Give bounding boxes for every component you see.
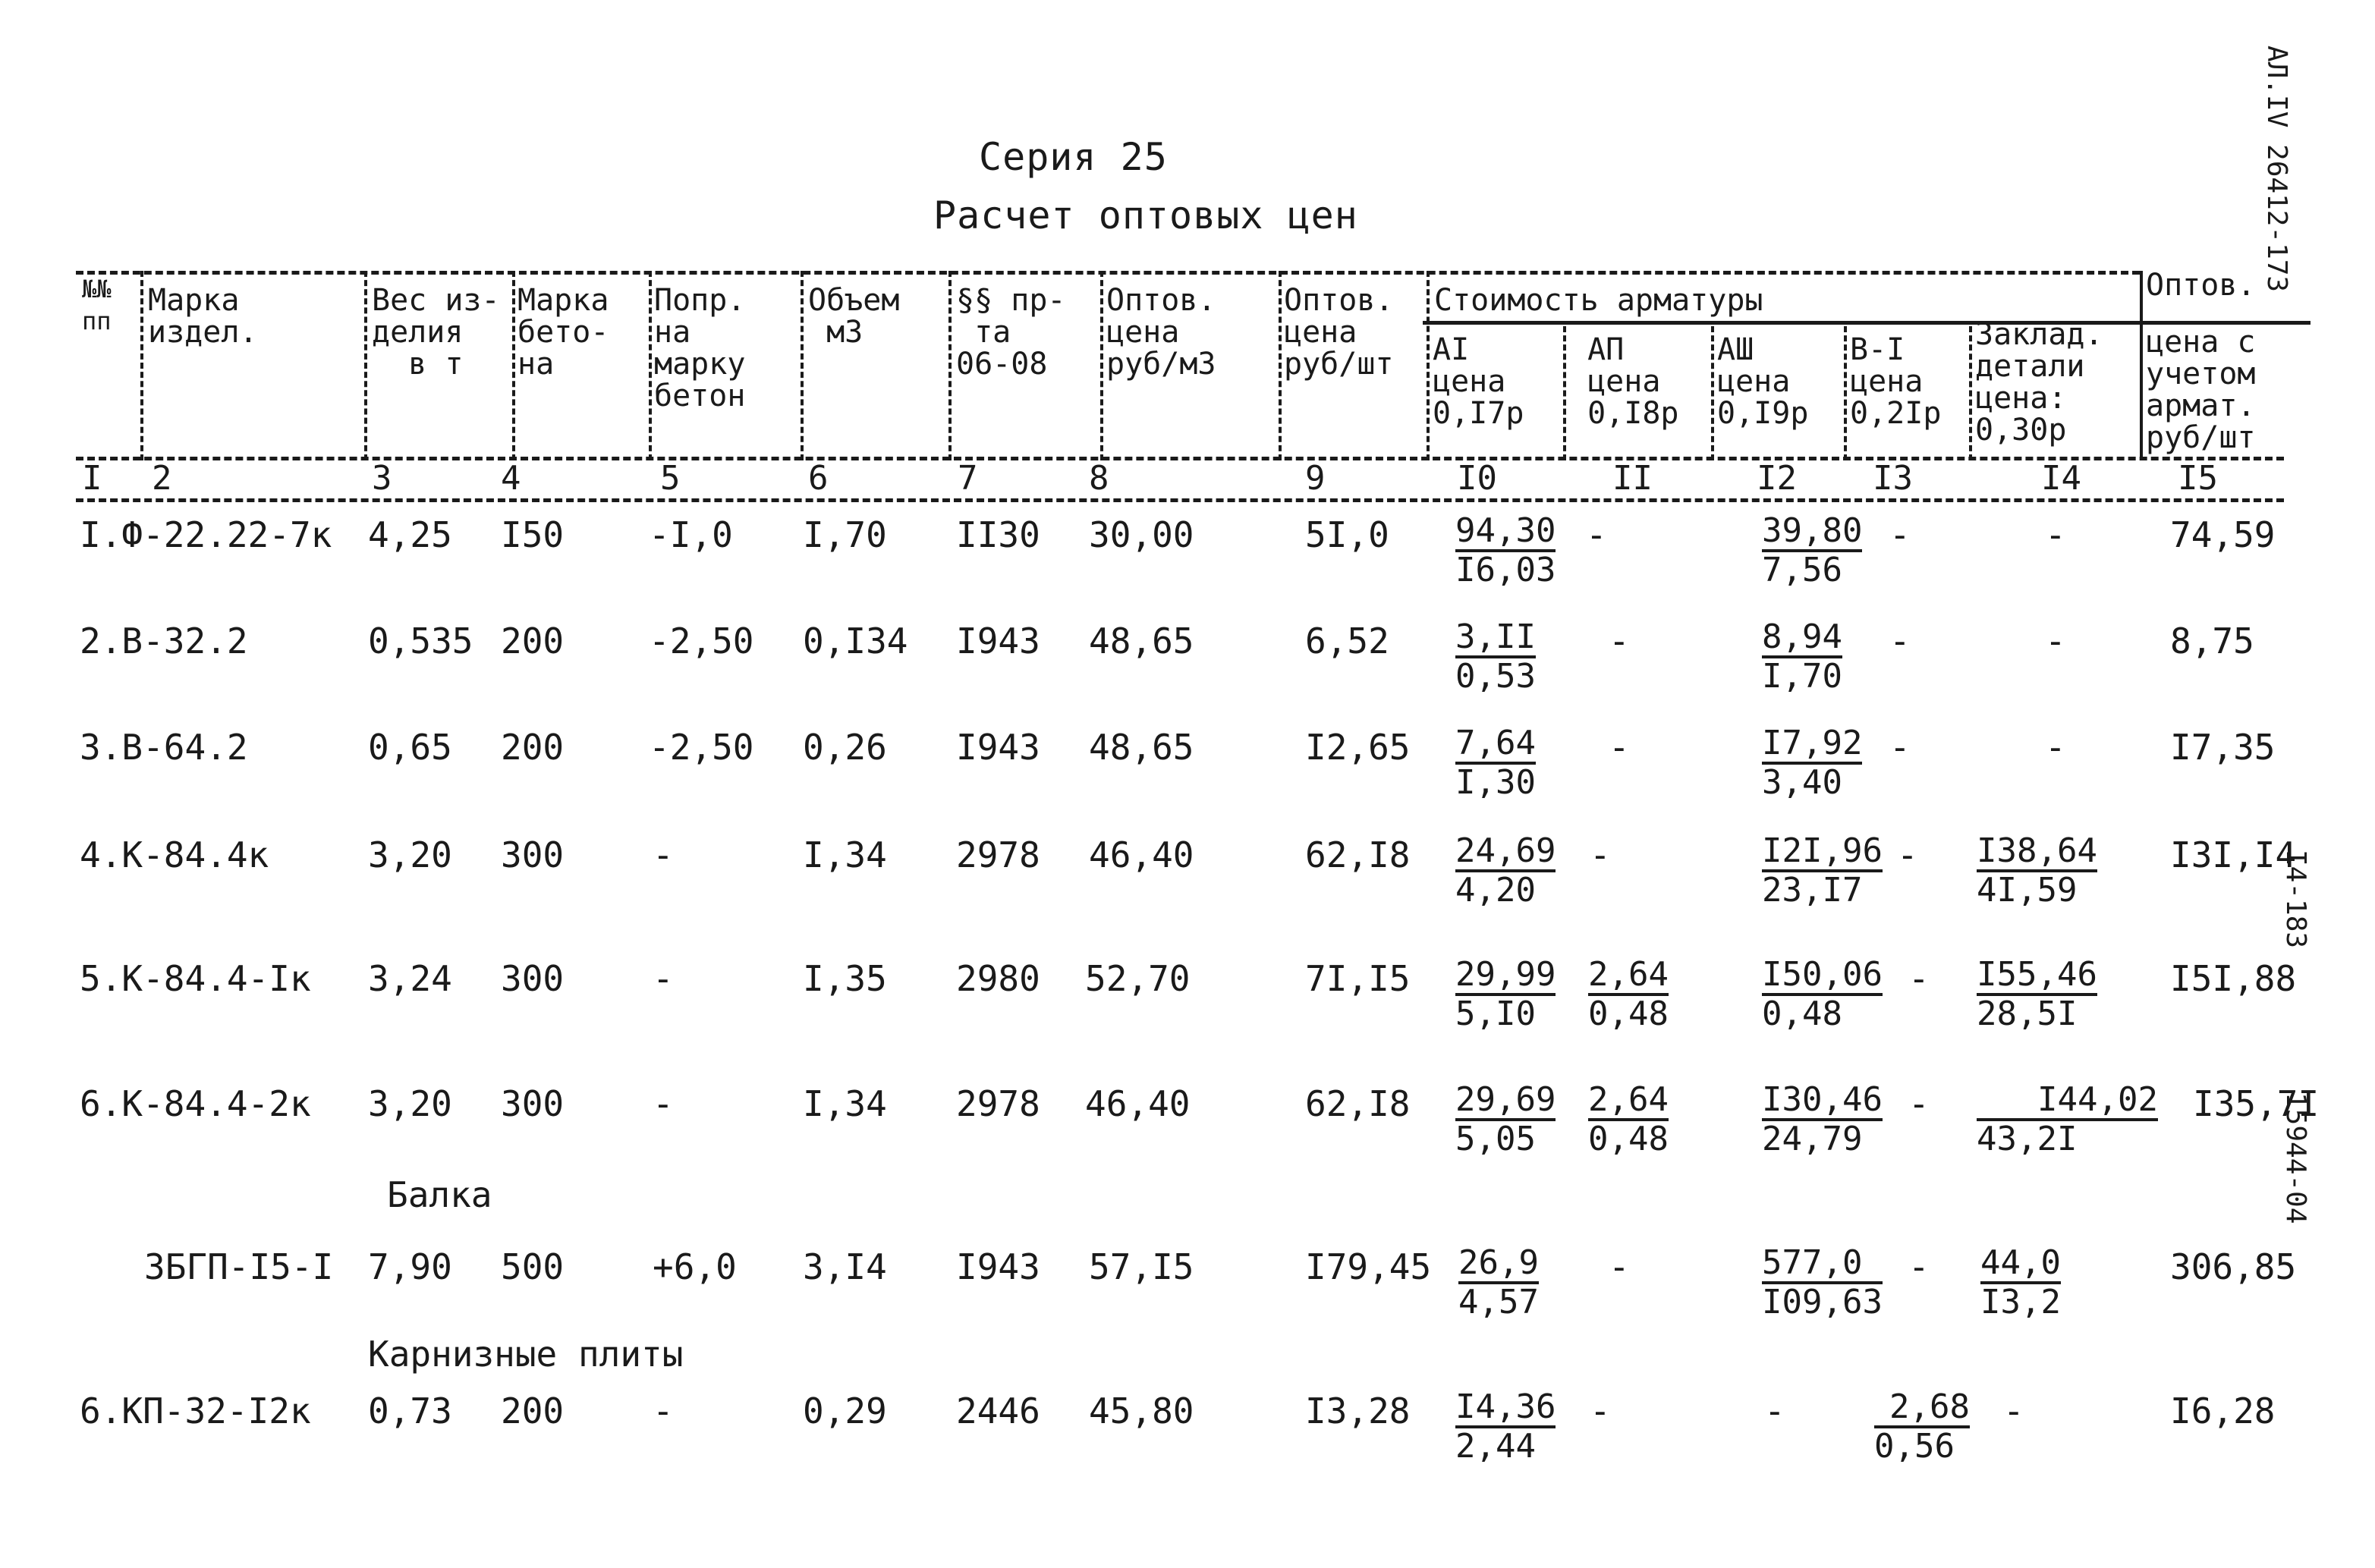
table-cell-b1: - [1889,621,1911,661]
table-cell-a3: $\frac{I50,06}{0,48}$ [1762,955,1883,1033]
table-cell-a2: - [1590,1390,1611,1431]
colnum-14: I4 [2041,459,2081,498]
col-divider-12 [1844,326,1847,460]
header-correction: Попр. на марку бетон [654,283,746,413]
table-cell-b1: - [1908,1083,1930,1124]
colnum-5: 5 [660,459,681,498]
table-cell-correction: - [653,958,674,999]
table-cell-mark: 2.В-32.2 [80,621,248,661]
table-top-rule [76,271,2140,275]
table-cell-wholesale-pc: 7I,I5 [1305,958,1411,999]
series-title: Серия 25 [979,135,1168,179]
table-cell-price-list: I943 [956,727,1040,768]
table-cell-concrete: 300 [501,1083,565,1124]
page-title: Расчет оптовых цен [933,193,1358,237]
table-cell-a3: $\frac{577,0}{I09,63}$ [1762,1243,1883,1321]
table-cell-volume: 0,I34 [803,621,908,661]
header-wholesale-m3: Оптов. цена руб/м3 [1106,283,1216,382]
colnum-1: I [82,459,102,498]
table-cell-total: I35,7I [2193,1083,2320,1124]
header-rebar-group: Стоимость арматуры [1434,283,1763,318]
table-cell-a3: $\frac{8,94}{I,70}$ [1762,617,1842,696]
table-cell-total: I3I,I4 [2170,834,2297,875]
table-cell-weight: 3,20 [368,834,452,875]
col-divider-6 [948,271,952,460]
table-cell-weight: 4,25 [368,514,452,555]
table-cell-volume: I,35 [803,958,887,999]
colnum-15: I5 [2178,459,2218,498]
table-cell-correction: - [653,834,674,875]
header-no: №№ пп [82,275,112,335]
header-concrete: Марка бето- на [517,283,609,382]
table-cell-a1: $\frac{94,30}{I6,03}$ [1455,511,1556,589]
table-cell-price-list: I943 [956,1246,1040,1287]
table-cell-correction: -I,0 [649,514,733,555]
table-cell-b1: - [1908,1246,1930,1287]
table-cell-total: 306,85 [2170,1246,2297,1287]
colnum-11: II [1612,459,1653,498]
table-cell-b1: - [1897,834,1918,875]
colnum-4: 4 [501,459,521,498]
section-title-cornice: Карнизные плиты [368,1334,684,1375]
table-cell-concrete: 200 [501,621,565,661]
col-divider-9 [1427,271,1430,460]
table-cell-concrete: 200 [501,727,565,768]
table-cell-a1: $\frac{I4,36}{2,44}$ [1455,1387,1556,1466]
column-number-rule [76,498,2284,502]
header-a3: АШ цена 0,I9р [1717,332,1809,431]
table-cell-a3: $\frac{39,80}{7,56}$ [1762,511,1863,589]
colnum-12: I2 [1757,459,1797,498]
table-cell-total: I7,35 [2170,727,2276,768]
table-cell-wholesale-m3: 45,80 [1089,1390,1194,1431]
table-cell-volume: 0,29 [803,1390,887,1431]
col-divider-5 [801,271,804,460]
table-cell-a2: - [1609,621,1630,661]
header-embedded: Заклад. детали цена: 0,30р [1975,317,2103,448]
table-cell-volume: I,34 [803,834,887,875]
table-cell-correction: - [653,1390,674,1431]
table-cell-a1: $\frac{3,II}{0,53}$ [1455,617,1536,696]
colnum-13: I3 [1873,459,1913,498]
table-cell-weight: 0,73 [368,1390,452,1431]
table-cell-concrete: I50 [501,514,565,555]
table-cell-weight: 0,535 [368,621,473,661]
table-cell-wholesale-pc: I3,28 [1305,1390,1411,1431]
table-cell-b1: - [1889,727,1911,768]
header-wholesale-pc: Оптов. цена руб/шт [1284,283,1394,382]
table-cell-embedded: $\frac{I44,02}{43,2I}$ [1977,1080,2158,1158]
side-code-top: АЛ.IV 26412-173 [2261,46,2292,293]
table-cell-correction: - [653,1083,674,1124]
table-cell-wholesale-m3: 30,00 [1089,514,1194,555]
table-cell-a1: $\frac{7,64}{I,30}$ [1455,724,1536,802]
col-divider-1 [140,271,143,460]
table-cell-weight: 7,90 [368,1246,452,1287]
colnum-3: 3 [372,459,392,498]
table-cell-weight: 3,20 [368,1083,452,1124]
table-cell-a2: $\frac{2,64}{0,48}$ [1588,955,1669,1033]
table-cell-total: 74,59 [2170,514,2276,555]
table-cell-volume: 0,26 [803,727,887,768]
table-cell-a3: $\frac{I2I,96}{23,I7}$ [1762,831,1883,910]
table-cell-a2: - [1586,514,1607,555]
table-cell-wholesale-m3: 57,I5 [1089,1246,1194,1287]
table-cell-embedded: - [2045,727,2066,768]
table-cell-correction: -2,50 [649,621,754,661]
side-code-mid: I4-183 [2280,850,2311,949]
col-divider-14 [2140,271,2143,460]
table-cell-price-list: 2980 [956,958,1040,999]
table-cell-price-list: 2978 [956,834,1040,875]
table-cell-a1: $\frac{26,9}{4,57}$ [1458,1243,1539,1321]
table-cell-wholesale-pc: 6,52 [1305,621,1389,661]
col-divider-4 [649,271,652,460]
table-cell-a2: - [1590,834,1611,875]
table-cell-a3: $\frac{I30,46}{24,79}$ [1762,1080,1883,1158]
header-bottom-rule [76,457,2284,460]
colnum-8: 8 [1089,459,1109,498]
table-cell-correction: +6,0 [653,1246,737,1287]
header-weight: Вес из- делия в т [372,283,500,382]
col-divider-13 [1969,326,1972,460]
header-total: цена с учетом армат. руб/шт [2146,325,2256,455]
table-cell-wholesale-pc: 5I,0 [1305,514,1389,555]
table-cell-a3: - [1764,1390,1785,1431]
table-cell-correction: -2,50 [649,727,754,768]
table-cell-wholesale-m3: 46,40 [1085,1083,1191,1124]
table-cell-a2: - [1609,727,1630,768]
col-divider-3 [512,271,515,460]
table-cell-embedded: $\frac{I55,46}{28,5I}$ [1977,955,2097,1033]
table-cell-price-list: I943 [956,621,1040,661]
side-code-bottom: 15944-04 [2280,1092,2311,1224]
table-cell-total: 8,75 [2170,621,2254,661]
table-cell-mark: 3БГП-I5-I [144,1246,334,1287]
header-price-list: §§ пр- та 06-08 [956,283,1066,382]
table-cell-mark: 6.К-84.4-2к [80,1083,311,1124]
colnum-7: 7 [958,459,978,498]
table-cell-wholesale-pc: I79,45 [1305,1246,1432,1287]
table-cell-wholesale-pc: 62,I8 [1305,834,1411,875]
table-cell-mark: 6.КП-32-I2к [80,1390,311,1431]
table-cell-mark: I.Ф-22.22-7к [80,514,332,555]
table-cell-a2: - [1609,1246,1630,1287]
table-cell-wholesale-m3: 52,70 [1085,958,1191,999]
table-cell-concrete: 300 [501,834,565,875]
table-cell-a1: $\frac{24,69}{4,20}$ [1455,831,1556,910]
col-divider-10 [1563,326,1566,460]
header-volume: Объем м3 [808,283,900,350]
table-cell-concrete: 500 [501,1246,565,1287]
table-cell-embedded: - [2045,514,2066,555]
header-mark: Марка издел. [148,283,258,350]
table-cell-total: I6,28 [2170,1390,2276,1431]
table-cell-price-list: 2978 [956,1083,1040,1124]
table-cell-a1: $\frac{29,69}{5,05}$ [1455,1080,1556,1158]
col-divider-11 [1711,326,1714,460]
table-cell-embedded: - [2045,621,2066,661]
table-cell-embedded: $\frac{44,0}{I3,2}$ [1980,1243,2061,1321]
table-cell-concrete: 300 [501,958,565,999]
table-cell-volume: I,34 [803,1083,887,1124]
colnum-10: I0 [1457,459,1497,498]
table-cell-volume: I,70 [803,514,887,555]
table-cell-a2: $\frac{2,64}{0,48}$ [1588,1080,1669,1158]
header-a1: АI цена 0,I7р [1433,332,1524,431]
table-cell-weight: 0,65 [368,727,452,768]
table-cell-b1: - [1889,514,1911,555]
table-cell-a3: $\frac{I7,92}{3,40}$ [1762,724,1863,802]
header-a2: АП цена 0,I8р [1587,332,1679,431]
table-cell-wholesale-pc: 62,I8 [1305,1083,1411,1124]
colnum-2: 2 [152,459,172,498]
table-cell-mark: 3.В-64.2 [80,727,248,768]
table-cell-mark: 4.К-84.4к [80,834,269,875]
colnum-6: 6 [808,459,829,498]
table-cell-a1: $\frac{29,99}{5,I0}$ [1455,955,1556,1033]
section-title-beam: Балка [387,1174,492,1215]
colnum-9: 9 [1305,459,1326,498]
table-cell-mark: 5.К-84.4-Iк [80,958,311,999]
table-cell-price-list: 2446 [956,1390,1040,1431]
table-cell-weight: 3,24 [368,958,452,999]
table-cell-embedded: $\frac{I38,64}{4I,59}$ [1977,831,2097,910]
header-total-top: Оптов. [2146,268,2256,303]
header-b1: В-I цена 0,2Iр [1850,332,1942,431]
table-cell-volume: 3,I4 [803,1246,887,1287]
table-cell-wholesale-m3: 48,65 [1089,621,1194,661]
table-cell-price-list: II30 [956,514,1040,555]
table-cell-wholesale-m3: 46,40 [1089,834,1194,875]
table-cell-wholesale-m3: 48,65 [1089,727,1194,768]
table-cell-b1: $\frac{2,68}{0,56}$ [1874,1387,1970,1466]
table-cell-wholesale-pc: I2,65 [1305,727,1411,768]
table-cell-total: I5I,88 [2170,958,2297,999]
table-cell-concrete: 200 [501,1390,565,1431]
col-divider-2 [364,271,367,460]
col-divider-7 [1100,271,1103,460]
col-divider-8 [1279,271,1282,460]
table-cell-embedded: - [2003,1390,2024,1431]
table-cell-b1: - [1908,958,1930,999]
